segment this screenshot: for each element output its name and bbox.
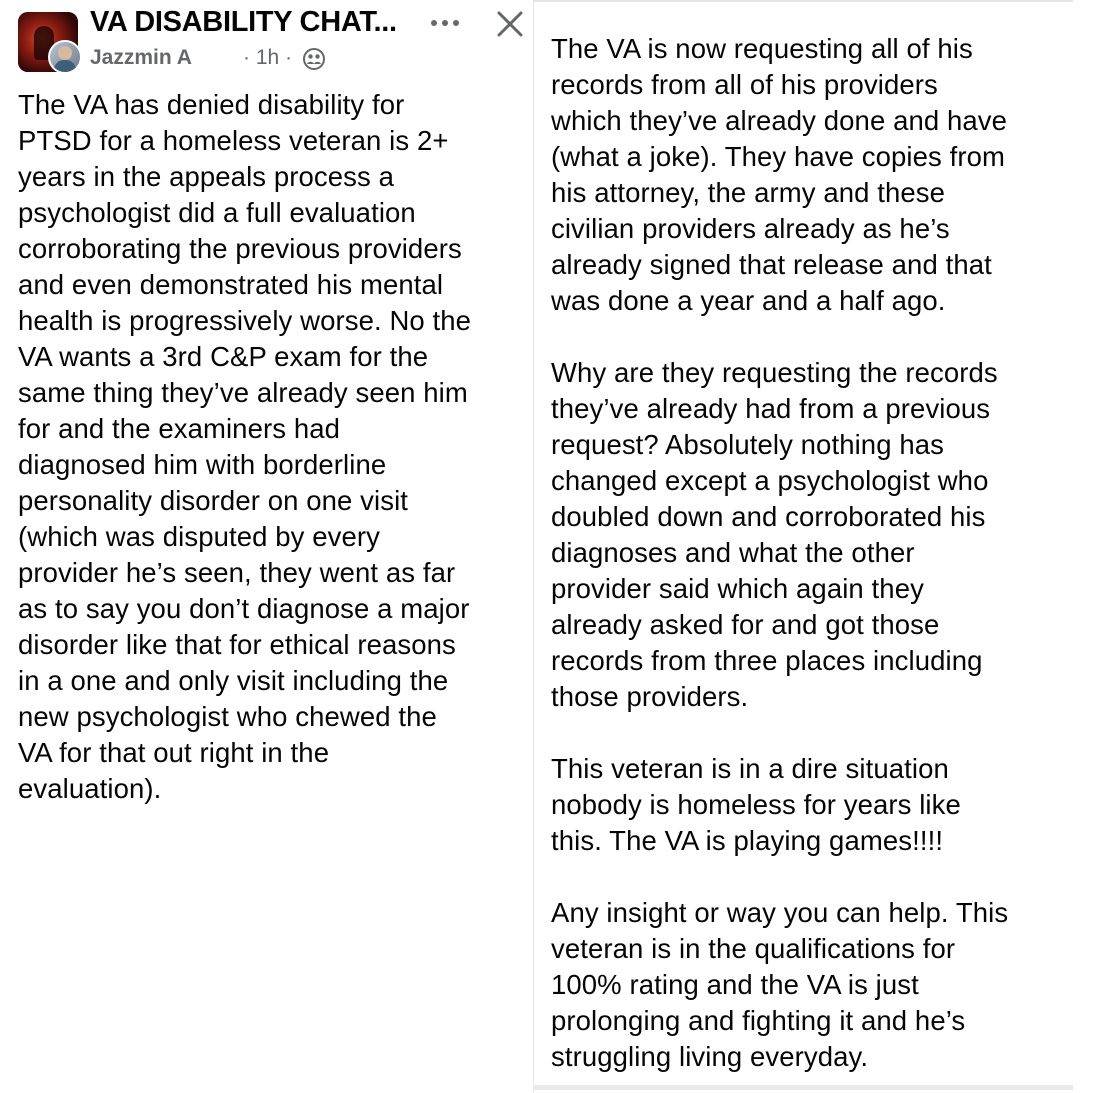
meta-separator: · xyxy=(285,46,293,69)
post-body-left xyxy=(18,87,471,807)
post-text-line: records from all of his providers xyxy=(551,69,938,100)
post-text-line: Why are they requesting the records xyxy=(551,357,998,388)
post-text-line: diagnoses and what the other xyxy=(551,537,915,568)
post-text-line: VA wants a 3rd C&P exam for the xyxy=(18,341,429,372)
post-text-line: his attorney, the army and these xyxy=(551,177,946,208)
more-options-icon[interactable] xyxy=(428,10,462,36)
divider xyxy=(533,1085,1073,1090)
post-text-line: corroborating the previous providers xyxy=(18,233,462,264)
post-text-line: doubled down and corroborated his xyxy=(551,501,986,532)
post-text-line: disorder like that for ethical reasons xyxy=(18,629,456,660)
user-avatar[interactable] xyxy=(48,40,82,74)
post-meta xyxy=(243,46,292,70)
friends-audience-icon[interactable] xyxy=(302,47,326,71)
post-text-line: same thing they’ve already seen him xyxy=(18,377,468,408)
post-text-line: already asked for and got those xyxy=(551,609,940,640)
post-text-line: diagnosed him with borderline xyxy=(18,449,387,480)
post-text-line: was done a year and a half ago. xyxy=(551,285,946,316)
paragraph-gap xyxy=(551,859,1008,895)
post-text-line: (which was disputed by every xyxy=(18,521,380,552)
post-text-line: nobody is homeless for years like xyxy=(551,789,961,820)
post-text-line: prolonging and fighting it and he’s xyxy=(551,1005,966,1036)
post-text-line: this. The VA is playing games!!!! xyxy=(551,825,944,856)
post-text-line: veteran is in the qualifications for xyxy=(551,933,956,964)
post-text-line: years in the appeals process a xyxy=(18,161,394,192)
author-name[interactable]: Jazzmin A xyxy=(90,46,192,69)
post-text-line: struggling living everyday. xyxy=(551,1041,869,1072)
post-text-line: 100% rating and the VA is just xyxy=(551,969,919,1000)
post-text-line: new psychologist who chewed the xyxy=(18,701,437,732)
post-text-line: already signed that release and that xyxy=(551,249,992,280)
post-text-line: provider he’s seen, they went as far xyxy=(18,557,456,588)
post-text-line: request? Absolutely nothing has xyxy=(551,429,944,460)
post-text-line: personality disorder on one visit xyxy=(18,485,409,516)
post-text-line: (what a joke). They have copies from xyxy=(551,141,1005,172)
post-text-line: provider said which again they xyxy=(551,573,924,604)
post-text-line: changed except a psychologist who xyxy=(551,465,989,496)
user-avatar-face xyxy=(58,46,72,60)
post-text-line: civilian providers already as he’s xyxy=(551,213,950,244)
divider xyxy=(533,0,1073,2)
close-icon[interactable] xyxy=(494,8,526,40)
post-text-line: they’ve already had from a previous xyxy=(551,393,991,424)
post-text-line: Any insight or way you can help. This xyxy=(551,897,1009,928)
post-text-line: This veteran is in a dire situation xyxy=(551,753,949,784)
post-text-line: which they’ve already done and have xyxy=(551,105,1008,136)
post-text-line: in a one and only visit including the xyxy=(18,665,449,696)
post-text-line: VA for that out right in the xyxy=(18,737,330,768)
post-text-line: records from three places including xyxy=(551,645,983,676)
post-text-line: those providers. xyxy=(551,681,749,712)
post-text-line: The VA has denied disability for xyxy=(18,89,405,120)
post-text-line: evaluation). xyxy=(18,773,162,804)
user-avatar-body xyxy=(54,60,76,74)
post-text-line: as to say you don’t diagnose a major xyxy=(18,593,470,624)
meta-separator: · xyxy=(243,46,250,69)
paragraph-gap xyxy=(551,319,1008,355)
group-title[interactable]: VA DISABILITY CHAT... xyxy=(90,6,397,38)
post-text-line: PTSD for a homeless veteran is 2+ xyxy=(18,125,449,156)
post-text-line: health is progressively worse. No the xyxy=(18,305,472,336)
post-text-line: and even demonstrated his mental xyxy=(18,269,444,300)
post-body-right xyxy=(551,31,1008,1075)
post-text-line: The VA is now requesting all of his xyxy=(551,33,973,64)
post-text-line: psychologist did a full evaluation xyxy=(18,197,416,228)
post-time[interactable]: 1h xyxy=(255,46,280,69)
post-text-line: for and the examiners had xyxy=(18,413,340,444)
paragraph-gap xyxy=(551,715,1008,751)
